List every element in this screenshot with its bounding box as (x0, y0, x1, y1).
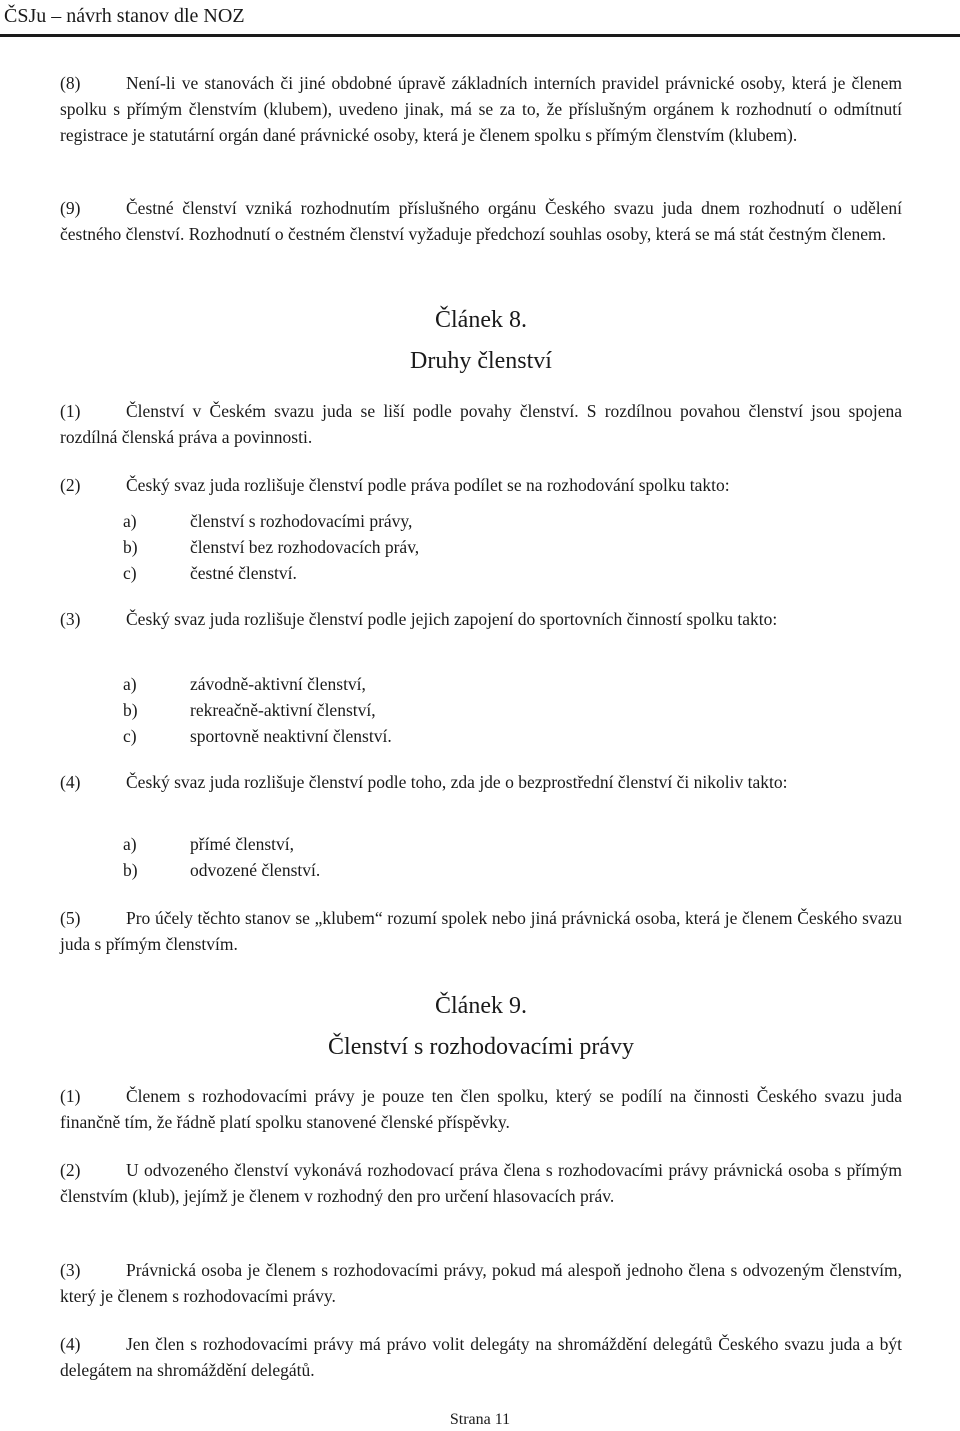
article-9-paragraph-1 (60, 1083, 902, 1135)
paragraph-text: Není-li ve stanovách či jiné obdobné úpravě základních interních pravidel právnické osoby, která je členem spolku s přímým členstvím (klubem), uvedeno jinak, má se za to, že příslušným orgánem k rozhodnutí o odmítnutí registrace je statutární orgán dané právnické osoby, která je členem spolku s přímým členstvím (klubem). (60, 73, 902, 145)
paragraph-9 (60, 195, 902, 247)
paragraph-text: Členem s rozhodovacími právy je pouze ten člen spolku, který se podílí na činnosti Českého svazu juda finančně tím, že řádně platí spolku stanovené členské příspěvky. (60, 1086, 902, 1132)
paragraph-number: (1) (60, 1086, 81, 1106)
list-marker: b) (123, 537, 138, 557)
paragraph-text: Právnická osoba je členem s rozhodovacími právy, pokud má alespoň jednoho člena s odvozeným členstvím, který je členem s rozhodovacími právy. (60, 1260, 902, 1306)
paragraph-number: (5) (60, 908, 81, 928)
list-item-text: sportovně neaktivní členství. (190, 726, 392, 746)
page-number: Strana 11 (449, 1411, 511, 1428)
article-8-paragraph-2-list (123, 508, 823, 586)
paragraph-number: (1) (60, 401, 81, 421)
article-9-title: Členství s rozhodovacími právy (328, 1034, 634, 1060)
list-item-text: přímé členství, (190, 834, 295, 854)
article-8-paragraph-4-list (123, 831, 823, 883)
paragraph-number: (2) (60, 475, 81, 495)
list-item (123, 671, 823, 697)
paragraph-text: Jen člen s rozhodovacími právy má právo volit delegáty na shromáždění delegátů Českého svazu juda a být delegátem na shromáždění delegátů. (60, 1334, 902, 1380)
list-item-text: členství s rozhodovacími právy, (190, 511, 413, 531)
article-9-number: Článek 9. (435, 993, 527, 1019)
list-item (123, 560, 823, 586)
list-item-text: závodně-aktivní členství, (190, 674, 366, 694)
list-item (123, 857, 823, 883)
paragraph-number: (3) (60, 609, 81, 629)
article-8-paragraph-1 (60, 398, 902, 450)
paragraph-text: Český svaz juda rozlišuje členství podle toho, zda jde o bezprostřední členství či nikoliv takto: (126, 772, 788, 792)
article-8-paragraph-5 (60, 905, 902, 957)
article-9-paragraph-3 (60, 1257, 902, 1309)
paragraph-number: (9) (60, 198, 81, 218)
paragraph-text: Český svaz juda rozlišuje členství podle jejich zapojení do sportovních činností spolku takto: (126, 609, 778, 629)
article-8-number: Článek 8. (435, 307, 527, 333)
list-item-text: členství bez rozhodovacích práv, (190, 537, 420, 557)
paragraph-number: (2) (60, 1160, 81, 1180)
paragraph-number: (4) (60, 772, 81, 792)
paragraph-text: Členství v Českém svazu juda se liší podle povahy členství. S rozdílnou povahou členství jsou spojena rozdílná členská práva a povinnosti. (60, 401, 902, 447)
list-item-text: čestné členství. (190, 563, 297, 583)
list-marker: b) (123, 700, 138, 720)
list-item-text: rekreačně-aktivní členství, (190, 700, 376, 720)
article-9-paragraph-4 (60, 1331, 902, 1383)
article-8-paragraph-4 (60, 769, 902, 795)
list-marker: a) (123, 834, 137, 854)
article-9-paragraph-2 (60, 1157, 902, 1209)
list-marker: b) (123, 860, 138, 880)
article-8-title: Druhy členství (410, 348, 552, 374)
paragraph-text: U odvozeného členství vykonává rozhodovací práva člena s rozhodovacími právy právnická osoba s přímým členstvím (klub), jejímž je členem v rozhodný den pro určení hlasovacích práv. (60, 1160, 902, 1206)
list-marker: c) (123, 563, 137, 583)
paragraph-text: Pro účely těchto stanov se „klubem“ rozumí spolek nebo jiná právnická osoba, která je členem Českého svazu juda s přímým členstvím. (60, 908, 902, 954)
list-marker: a) (123, 511, 137, 531)
paragraph-number: (8) (60, 73, 81, 93)
list-item (123, 723, 823, 749)
list-item-text: odvozené členství. (190, 860, 321, 880)
list-item (123, 831, 823, 857)
list-marker: c) (123, 726, 137, 746)
paragraph-number: (3) (60, 1260, 81, 1280)
header-rule (0, 34, 960, 37)
running-header-title: ČSJu – návrh stanov dle NOZ (4, 5, 245, 27)
list-item (123, 508, 823, 534)
paragraph-8 (60, 70, 902, 148)
list-marker: a) (123, 674, 137, 694)
paragraph-number: (4) (60, 1334, 81, 1354)
article-8-paragraph-2 (60, 472, 902, 498)
list-item (123, 697, 823, 723)
article-8-paragraph-3-list (123, 671, 823, 749)
list-item (123, 534, 823, 560)
paragraph-text: Čestné členství vzniká rozhodnutím příslušného orgánu Českého svazu juda dnem rozhodnutí o udělení čestného členství. Rozhodnutí o čestném členství vyžaduje předchozí souhlas osoby, která se má stát čestným členem. (60, 198, 902, 244)
paragraph-text: Český svaz juda rozlišuje členství podle práva podílet se na rozhodování spolku takto: (126, 475, 730, 495)
article-8-paragraph-3 (60, 606, 902, 632)
